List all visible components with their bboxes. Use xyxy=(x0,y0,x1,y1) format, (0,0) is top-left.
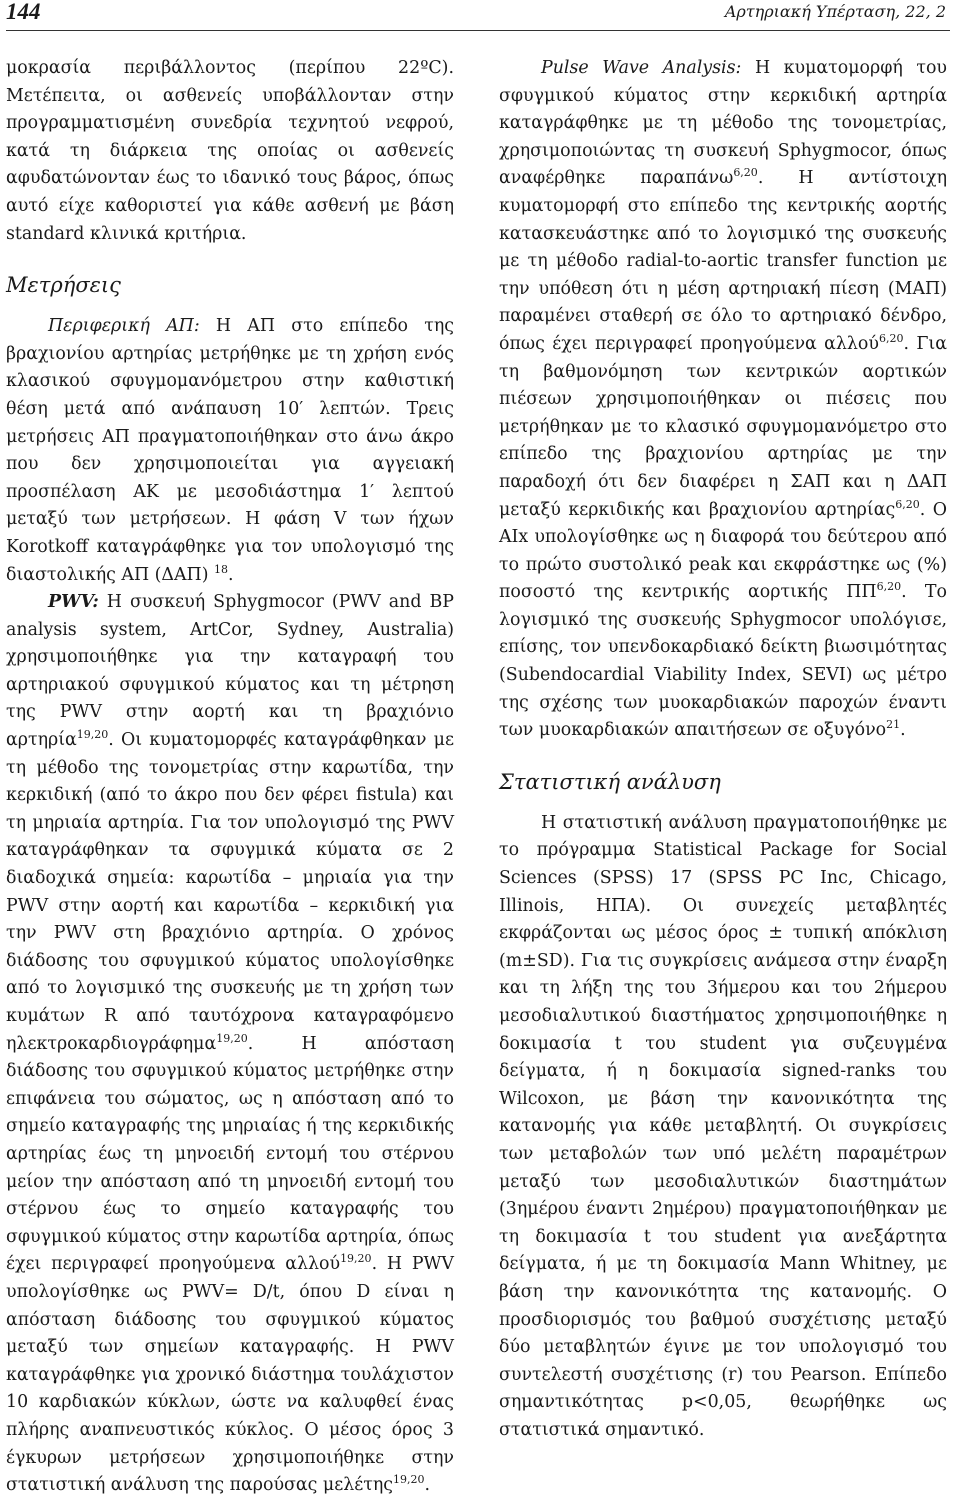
running-title: Αρτηριακή Υπέρταση, 22, 2 xyxy=(724,2,946,21)
pwa-text-3: . Για τη βαθμονόμηση των κεντρικών αορτικών πιέσεων χρησιμοποιήθηκαν οι πιέσεις που μετρήθηκαν με το κλασικό σφυγμομανόμετρο στο επίπεδο της βραχιονίου αρτηρίας με την παραδοχή ότι δεν διαφέρει η ΣΑΠ και η ΔΑΠ μεταξύ κερκιδικής και βραχιονίου αρτηρίας xyxy=(499,333,947,520)
page-number: 144 xyxy=(6,0,41,24)
run-in-label-peripheral: Περιφερική ΑΠ: xyxy=(48,316,200,337)
citation: 21 xyxy=(886,718,901,732)
pwv-text-5: . xyxy=(424,1475,431,1496)
pwv-text-1: Η συσκευή Sphygmocor (PWV and BP analysis system, ArtCor, Sydney, Australia) χρησιμοποιήθηκε για την καταγραφή του αρτηριακού σφυγμικού κύματος και τη μέτρηση της PWV στην αορτή και τη βραχιόνιο αρτηρία xyxy=(6,592,454,751)
left-column xyxy=(6,55,454,1500)
pwv-text-2: . Οι κυματομορφές καταγράφθηκαν με τη μέθοδο της τονομετρίας στην καρωτίδα, την κερκιδική (από το άκρο που δεν φέρει fistula) και τη μηριαία αρτηρία. Για τον υπολογισμό της PWV καταγράφθηκαν τα σφυγμικά κύματα σε 2 διαδοχικά σημεία: καρωτίδα – μηριαία για την PWV στην αορτή και καρωτίδα – κερκιδική για την PWV στη βραχιόνιο αρτηρία. Ο χρόνος διάδοσης του σφυγμικού κύματος υπολογίσθηκε από το λογισμικό της συσκευής με τη χρήση των κυμάτων R από ταυτόχρονα καταγραφόμενο ηλεκτροκαρδιογράφημα xyxy=(6,730,454,1054)
citation: 19,20 xyxy=(216,1031,248,1045)
pwa-text-2: . Η αντίστοιχη κυματομορφή στο επίπεδο της κεντρικής αορτής κατασκευάστηκε από το λογισμικό της συσκευής με τη μέθοδο radial-to-aortic transfer function με την υπόθεση ότι η μέση αρτηριακή πίεση (ΜΑΠ) παραμένει σταθερή σε όλο το αρτηριακό δένδρο, όπως έχει περιγραφεί προηγούμενα αλλού xyxy=(499,168,947,354)
pwv-text-3: . Η απόσταση διάδοσης του σφυγμικού κύματος μετρήθηκε στην επιφάνεια του σώματος, ως η απόσταση από το σημείο καταγραφής της μηριαίας ή της κερκιδικής αρτηρίας έως τη μηνοειδή εντομή του στέρνου μείον την απόσταση από τη μηνοειδή εντομή του στέρνου έως το σημείο καταγραφής του σφυγμικού κύματος στην καρωτίδα αρτηρία, όπως έχει περιγραφεί προηγούμενα αλλού xyxy=(6,1033,454,1275)
citation: 6,20 xyxy=(878,331,904,345)
statistics-paragraph: Η στατιστική ανάλυση πραγματοποιήθηκε με το πρόγραμμα Statistical Package for Social Sciences (SPSS) 17 (SPSS PC Inc, Chicago, Illinois, ΗΠΑ). Οι συνεχείς μεταβλητές εκφράζονται ως μέσος όρος ± τυπική απόκλιση (m±SD). Για τις συγκρίσεις ανάμεσα στην έναρξη και τη λήξη της του 3ήμερου και του 2ήμερου μεσοδιαλυτικού διαστήματος χρησιμοποιήθηκε η δοκιμασία t του student για συζευγμένα δείγματα, ή η δοκιμασία signed-ranks του Wilcoxon, με βάση την κανονικότητα της κατανομής για κάθε μεταβλητή. Οι συγκρίσεις των μεταβολών των υπό μελέτη παραμέτρων μεταξύ των μεσοδιαλυτικών διαστημάτων (3ημέρου έναντι 2ημέρου) πραγματοποιήθηκαν με τη δοκιμασία t του student για ανεξάρτητα δείγματα, ή με τη δοκιμασία Mann Whitney, με βάση την κανονικότητα της κατανομής. Ο προσδιορισμός του βαθμού συσχέτισης μεταξύ δύο μεταβλητών έγινε με τον υπολογισμό του συντελεστή συσχέτισης (r) του Pearson. Επίπεδο σημαντικότητας p<0,05, θεωρήθηκε ως στατιστικά σημαντικό. xyxy=(499,812,947,1440)
citation: 19,20 xyxy=(340,1252,372,1266)
pwv-text-4: . Η PWV υπολογίσθηκε ως PWV= D/t, όπου D είναι η απόσταση διάδοσης του σφυγμικού κύματος μεταξύ των σημείων καταγραφής. Η PWV καταγράφθηκε για χρονικό διάστημα τουλάχιστον 10 καρδιακών κύκλων, ώστε να καλυφθεί ένας πλήρης αναπνευστικός κύκλος. Ο μέσος όρος 3 έγκυρων μετρήσεων χρησιμοποιήθηκε στην στατιστική ανάλυση της παρούσας μελέτης xyxy=(6,1254,454,1496)
citation: 6,20 xyxy=(895,497,920,511)
peripheral-text: Η ΑΠ στο επίπεδο της βραχιονίου αρτηρίας μετρήθηκε με τη χρήση ενός κλασικού σφυγμομανόμετρου στην καθιστική θέση μετά από ανάπαυση 10′ λεπτών. Τρεις μετρήσεις ΑΠ πραγματοποιήθηκαν στο άνω άκρο που δεν χρησιμοποιείται για αγγειακή προσπέλαση ΑΚ με μεσοδιάστημα 1′ λεπτού μεταξύ των μετρήσεων. Η φάση V των ήχων Korotkoff καταγράφθηκε για τον υπολογισμό της διαστολικής ΑΠ (ΔΑΠ) xyxy=(6,316,454,585)
citation: 19,20 xyxy=(76,728,109,742)
run-in-label-pwv: PWV: xyxy=(48,592,99,613)
page-header xyxy=(6,0,950,31)
run-in-label-pwa: Pulse Wave Analysis: xyxy=(541,58,742,78)
sentence-end: . xyxy=(228,564,234,585)
citation: 6,20 xyxy=(733,166,758,180)
citation: 6,20 xyxy=(876,580,902,594)
section-heading-statistics: Στατιστική ανάλυση xyxy=(499,769,721,794)
section-heading-measurements: Μετρήσεις xyxy=(6,273,121,298)
pwa-text-5: . Το λογισμικό της συσκευής Sphygmocor υπολόγισε, επίσης, τον υπενδοκαρδιακό δείκτη βιωσιμότητας (Subendocardial Viability Index, SEVI) ως μέτρο της σχέσης των μυοκαρδιακών παροχών έναντι των μυοκαρδιακών απαιτήσεων σε οξυγόνο xyxy=(499,582,947,741)
pwa-text-1: Η κυματομορφή του σφυγμικού κύματος στην κερκιδική αρτηρία καταγράφθηκε με τη μέθοδο της τονομετρίας, χρησιμοποιώντας τη συσκευή Sphygmocor, όπως αναφέρθηκε παραπάνω xyxy=(499,58,948,189)
pwa-text-4: . Ο AIx υπολογίσθηκε ως η διαφορά του δεύτερου από το πρώτο συστολικό peak και εκφράστηκε ως (%) ποσοστό της κεντρικής αορτικής ΠΠ xyxy=(499,499,947,603)
pwv-paragraph xyxy=(6,589,454,1500)
right-column xyxy=(499,55,947,1445)
intro-paragraph: μοκρασία περιβάλλοντος (περίπου 22ºC). Μετέπειτα, οι ασθενείς υποβάλλονταν στην προγραμματισμένη συνεδρία τεχνητού νεφρού, κατά τη διάρκεια της οποίας οι ασθενείς αφυδατώνονταν έως το ιδανικό τους βάρος, όπως αυτό είχε καθοριστεί για κάθε ασθενή με βάση standard κλινικά κριτήρια. xyxy=(6,58,454,244)
citation: 19,20 xyxy=(393,1473,425,1487)
citation: 18 xyxy=(214,562,229,576)
peripheral-bp-paragraph xyxy=(6,313,454,589)
pwa-text-6: . xyxy=(900,720,906,741)
pwa-paragraph xyxy=(499,55,947,745)
